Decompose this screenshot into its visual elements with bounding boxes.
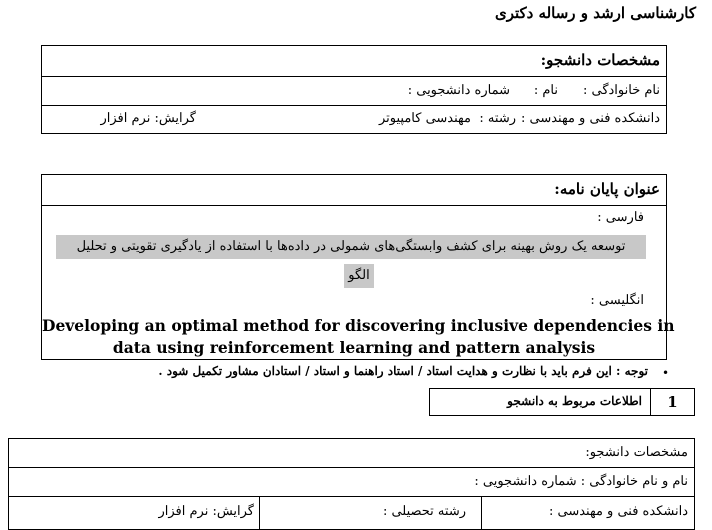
section-title: اطلاعات مربوط به دانشجو [507,394,642,408]
note-bullet-icon: • [662,366,670,380]
english-title-label: انگلیسی : [590,293,644,308]
student-info-title: مشخصات دانشجو: [540,51,660,69]
thesis-title-box [41,174,675,360]
faculty-row [42,106,666,133]
thesis-title-heading: عنوان پایان نامه: [554,180,660,198]
major-label: رشته : [479,111,516,126]
supervision-note: توجه : این فرم باید با نظارت و هدایت استاد / استاد راهنما و استاد / استادان مشاور تکمیل شود . [158,364,648,378]
english-thesis-title-line1: Developing an optimal method for discovering inclusive dependencies in [42,316,675,335]
faculty-row-2 [9,497,694,529]
orientation-label-2: گرایش: نرم افزار [158,504,254,519]
faculty-label-2: دانشکده فنی و مهندسی : [548,504,688,519]
student-info-box-2 [8,438,695,530]
student-number-label: شماره دانشجویی : [407,83,510,98]
persian-thesis-title-line1: توسعه یک روش بهینه برای کشف وابستگی‌های شمولی در داده‌ها با استفاده از یادگیری تقویتی و تحلیل [56,235,646,259]
student-info-title-row-2 [9,439,694,468]
persian-thesis-title-line2: الگو [344,264,374,288]
student-name-row [42,77,666,106]
orientation-label: گرایش: نرم افزار [100,111,196,126]
persian-title-label: فارسی : [597,210,644,225]
major-label-2: رشته تحصیلی : [382,504,466,519]
major-value: مهندسی کامپیوتر [378,111,471,126]
student-info-title-row [42,46,666,77]
section-header-table [429,388,695,416]
thesis-title-header-row [42,175,666,206]
section-number: 1 [650,389,694,415]
english-thesis-title-line2: data using reinforcement learning and pattern analysis [112,338,596,357]
family-name-label: نام خانوادگی : [582,83,660,98]
student-name-row-2 [9,468,694,497]
student-info-title-2: مشخصات دانشجو: [585,445,688,460]
faculty-label: دانشکده فنی و مهندسی : [520,111,660,126]
cell-divider [259,497,260,529]
name-and-number-label: نام و نام خانوادگی : شماره دانشجویی : [474,474,688,489]
cell-divider [481,497,482,529]
name-label: نام : [533,83,558,98]
student-info-box [41,45,667,134]
document-header-title: کارشناسی ارشد و رساله دکتری [494,4,696,22]
